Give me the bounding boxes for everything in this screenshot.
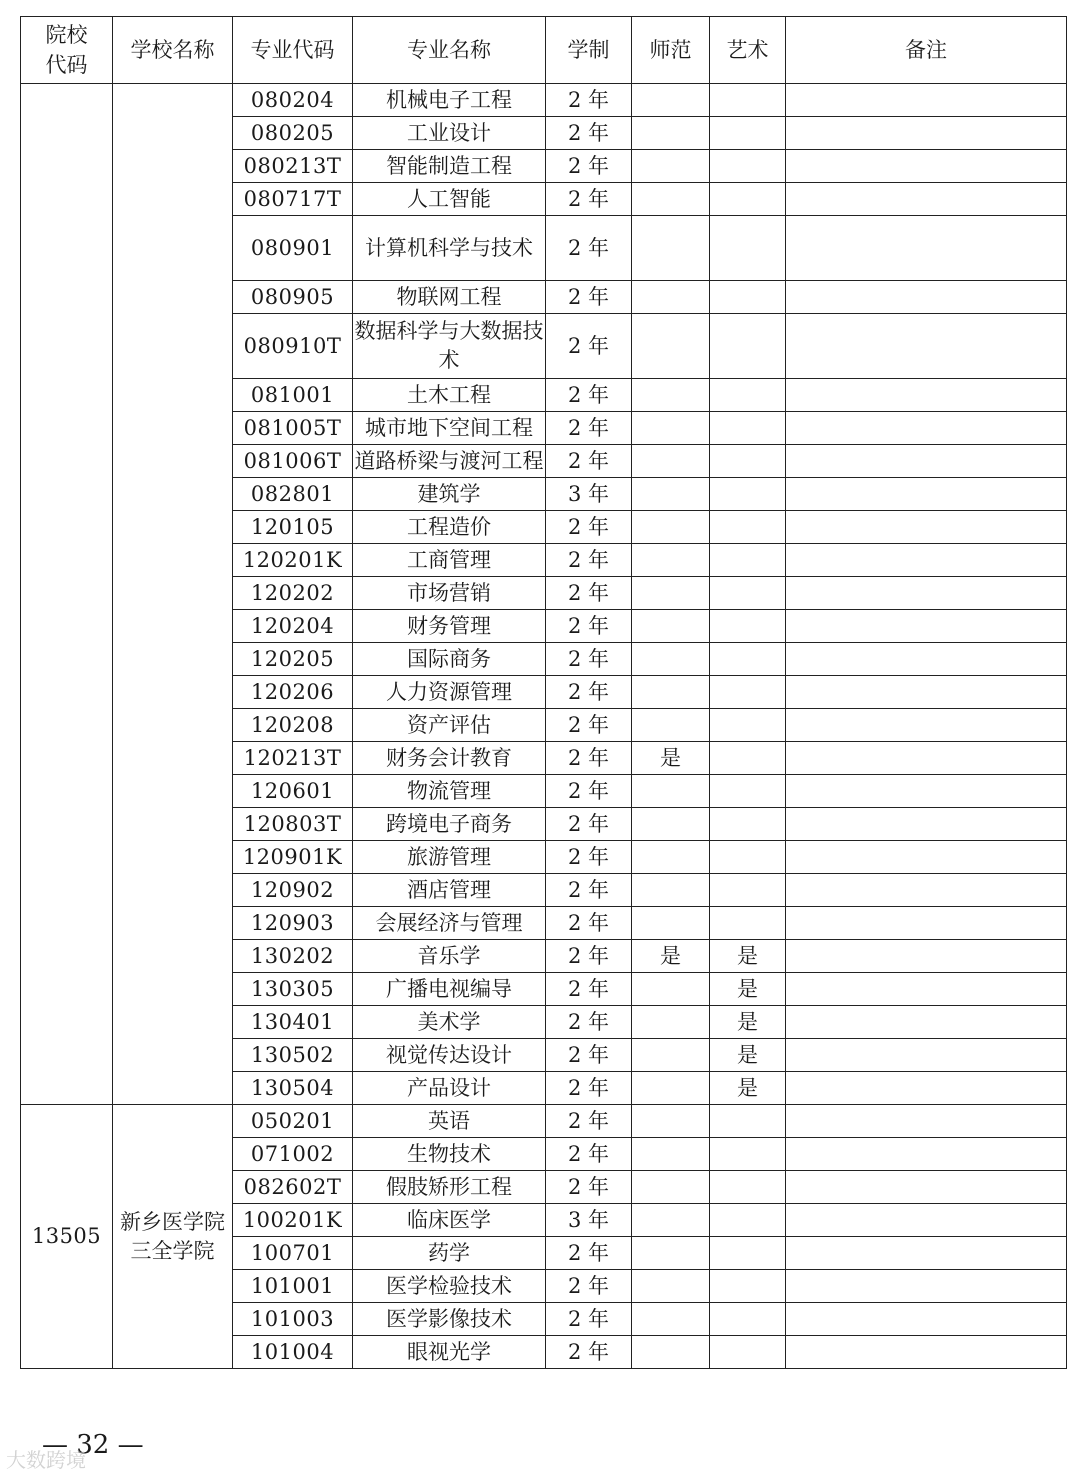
duration-cell: 2 年 — [546, 183, 632, 216]
duration-cell: 2 年 — [546, 940, 632, 973]
major-code-cell: 120202 — [233, 577, 353, 610]
remarks-cell — [786, 1171, 1067, 1204]
art-flag-cell — [710, 775, 786, 808]
major-code-cell: 080910T — [233, 314, 353, 379]
duration-cell: 2 年 — [546, 577, 632, 610]
normal-flag-cell — [632, 281, 710, 314]
normal-flag-cell — [632, 1138, 710, 1171]
major-name-cell: 市场营销 — [353, 577, 546, 610]
major-code-cell: 120601 — [233, 775, 353, 808]
art-flag-cell — [710, 643, 786, 676]
duration-cell: 3 年 — [546, 1204, 632, 1237]
duration-cell: 2 年 — [546, 379, 632, 412]
remarks-cell — [786, 1237, 1067, 1270]
duration-cell: 2 年 — [546, 511, 632, 544]
normal-flag-cell — [632, 643, 710, 676]
remarks-cell — [786, 117, 1067, 150]
major-code-cell: 120205 — [233, 643, 353, 676]
major-code-cell: 130401 — [233, 1006, 353, 1039]
duration-cell: 2 年 — [546, 676, 632, 709]
major-code-cell: 120901K — [233, 841, 353, 874]
major-code-cell: 080205 — [233, 117, 353, 150]
duration-cell: 2 年 — [546, 841, 632, 874]
header-art: 艺术 — [710, 17, 786, 84]
duration-cell: 2 年 — [546, 1171, 632, 1204]
duration-cell: 2 年 — [546, 314, 632, 379]
school-code-cell: 13505 — [21, 1105, 113, 1369]
remarks-cell — [786, 643, 1067, 676]
normal-flag-cell — [632, 1006, 710, 1039]
school-name-cell — [113, 84, 233, 1105]
normal-flag-cell — [632, 610, 710, 643]
duration-cell: 2 年 — [546, 150, 632, 183]
major-name-cell: 工商管理 — [353, 544, 546, 577]
art-flag-cell — [710, 1171, 786, 1204]
normal-flag-cell — [632, 1303, 710, 1336]
major-code-cell: 120201K — [233, 544, 353, 577]
normal-flag-cell: 是 — [632, 742, 710, 775]
normal-flag-cell — [632, 907, 710, 940]
art-flag-cell — [710, 1138, 786, 1171]
duration-cell: 2 年 — [546, 973, 632, 1006]
normal-flag-cell — [632, 775, 710, 808]
art-flag-cell — [710, 577, 786, 610]
duration-cell: 2 年 — [546, 1303, 632, 1336]
remarks-cell — [786, 841, 1067, 874]
major-name-cell: 人工智能 — [353, 183, 546, 216]
duration-cell: 2 年 — [546, 907, 632, 940]
major-code-cell: 130502 — [233, 1039, 353, 1072]
art-flag-cell — [710, 150, 786, 183]
major-name-cell: 会展经济与管理 — [353, 907, 546, 940]
art-flag-cell — [710, 1270, 786, 1303]
art-flag-cell: 是 — [710, 1006, 786, 1039]
normal-flag-cell — [632, 808, 710, 841]
art-flag-cell — [710, 1237, 786, 1270]
normal-flag-cell — [632, 874, 710, 907]
remarks-cell — [786, 1336, 1067, 1369]
major-name-cell: 建筑学 — [353, 478, 546, 511]
remarks-cell — [786, 1204, 1067, 1237]
major-code-cell: 120105 — [233, 511, 353, 544]
remarks-cell — [786, 775, 1067, 808]
normal-flag-cell — [632, 1072, 710, 1105]
duration-cell: 2 年 — [546, 544, 632, 577]
major-code-cell: 120208 — [233, 709, 353, 742]
remarks-cell — [786, 1039, 1067, 1072]
major-code-cell: 100201K — [233, 1204, 353, 1237]
art-flag-cell — [710, 412, 786, 445]
duration-cell: 2 年 — [546, 775, 632, 808]
major-code-cell: 130305 — [233, 973, 353, 1006]
major-code-cell: 081001 — [233, 379, 353, 412]
remarks-cell — [786, 183, 1067, 216]
major-name-cell: 数据科学与大数据技术 — [353, 314, 546, 379]
major-name-cell: 医学检验技术 — [353, 1270, 546, 1303]
normal-flag-cell — [632, 841, 710, 874]
major-name-cell: 生物技术 — [353, 1138, 546, 1171]
remarks-cell — [786, 709, 1067, 742]
art-flag-cell — [710, 808, 786, 841]
art-flag-cell: 是 — [710, 940, 786, 973]
remarks-cell — [786, 412, 1067, 445]
normal-flag-cell: 是 — [632, 940, 710, 973]
art-flag-cell — [710, 117, 786, 150]
remarks-cell — [786, 1138, 1067, 1171]
remarks-cell — [786, 84, 1067, 117]
duration-cell: 2 年 — [546, 709, 632, 742]
header-normal: 师范 — [632, 17, 710, 84]
major-code-cell: 120803T — [233, 808, 353, 841]
art-flag-cell: 是 — [710, 1072, 786, 1105]
major-name-cell: 假肢矫形工程 — [353, 1171, 546, 1204]
art-flag-cell — [710, 841, 786, 874]
header-school-name: 学校名称 — [113, 17, 233, 84]
school-name-cell: 新乡医学院三全学院 — [113, 1105, 233, 1369]
normal-flag-cell — [632, 1105, 710, 1138]
art-flag-cell — [710, 281, 786, 314]
major-name-cell: 计算机科学与技术 — [353, 216, 546, 281]
major-code-cell: 101003 — [233, 1303, 353, 1336]
duration-cell: 2 年 — [546, 216, 632, 281]
duration-cell: 2 年 — [546, 1006, 632, 1039]
normal-flag-cell — [632, 1039, 710, 1072]
duration-cell: 2 年 — [546, 742, 632, 775]
normal-flag-cell — [632, 183, 710, 216]
normal-flag-cell — [632, 314, 710, 379]
major-name-cell: 产品设计 — [353, 1072, 546, 1105]
major-code-cell: 082801 — [233, 478, 353, 511]
major-code-cell: 120903 — [233, 907, 353, 940]
normal-flag-cell — [632, 412, 710, 445]
major-name-cell: 旅游管理 — [353, 841, 546, 874]
remarks-cell — [786, 610, 1067, 643]
major-name-cell: 城市地下空间工程 — [353, 412, 546, 445]
normal-flag-cell — [632, 117, 710, 150]
normal-flag-cell — [632, 84, 710, 117]
major-name-cell: 临床医学 — [353, 1204, 546, 1237]
remarks-cell — [786, 511, 1067, 544]
remarks-cell — [786, 281, 1067, 314]
remarks-cell — [786, 874, 1067, 907]
duration-cell: 2 年 — [546, 1336, 632, 1369]
major-code-cell: 080901 — [233, 216, 353, 281]
major-code-cell: 050201 — [233, 1105, 353, 1138]
major-name-cell: 土木工程 — [353, 379, 546, 412]
normal-flag-cell — [632, 1270, 710, 1303]
normal-flag-cell — [632, 511, 710, 544]
header-major-name: 专业名称 — [353, 17, 546, 84]
school-code-cell — [21, 84, 113, 1105]
remarks-cell — [786, 742, 1067, 775]
normal-flag-cell — [632, 544, 710, 577]
major-name-cell: 财务会计教育 — [353, 742, 546, 775]
major-code-cell: 130202 — [233, 940, 353, 973]
art-flag-cell — [710, 742, 786, 775]
duration-cell: 2 年 — [546, 84, 632, 117]
art-flag-cell — [710, 445, 786, 478]
duration-cell: 2 年 — [546, 412, 632, 445]
major-name-cell: 广播电视编导 — [353, 973, 546, 1006]
remarks-cell — [786, 216, 1067, 281]
remarks-cell — [786, 1006, 1067, 1039]
table-row — [21, 1105, 1067, 1138]
art-flag-cell — [710, 874, 786, 907]
art-flag-cell — [710, 1303, 786, 1336]
remarks-cell — [786, 1270, 1067, 1303]
normal-flag-cell — [632, 709, 710, 742]
watermark: 大数跨境 — [6, 1448, 86, 1472]
major-code-cell: 080204 — [233, 84, 353, 117]
major-name-cell: 工业设计 — [353, 117, 546, 150]
major-code-cell: 120213T — [233, 742, 353, 775]
normal-flag-cell — [632, 216, 710, 281]
major-name-cell: 道路桥梁与渡河工程 — [353, 445, 546, 478]
major-name-cell: 资产评估 — [353, 709, 546, 742]
duration-cell: 2 年 — [546, 445, 632, 478]
art-flag-cell: 是 — [710, 1039, 786, 1072]
major-code-cell: 071002 — [233, 1138, 353, 1171]
major-code-cell: 120206 — [233, 676, 353, 709]
major-code-cell: 101001 — [233, 1270, 353, 1303]
duration-cell: 2 年 — [546, 1039, 632, 1072]
major-name-cell: 机械电子工程 — [353, 84, 546, 117]
art-flag-cell — [710, 1204, 786, 1237]
art-flag-cell — [710, 709, 786, 742]
major-name-cell: 眼视光学 — [353, 1336, 546, 1369]
art-flag-cell — [710, 676, 786, 709]
major-code-cell: 080717T — [233, 183, 353, 216]
art-flag-cell — [710, 511, 786, 544]
art-flag-cell — [710, 1336, 786, 1369]
major-name-cell: 财务管理 — [353, 610, 546, 643]
major-code-cell: 120204 — [233, 610, 353, 643]
duration-cell: 2 年 — [546, 281, 632, 314]
duration-cell: 2 年 — [546, 1138, 632, 1171]
remarks-cell — [786, 577, 1067, 610]
normal-flag-cell — [632, 676, 710, 709]
major-name-cell: 国际商务 — [353, 643, 546, 676]
major-code-cell: 080905 — [233, 281, 353, 314]
remarks-cell — [786, 1303, 1067, 1336]
duration-cell: 2 年 — [546, 1237, 632, 1270]
remarks-cell — [786, 973, 1067, 1006]
normal-flag-cell — [632, 1336, 710, 1369]
header-duration: 学制 — [546, 17, 632, 84]
major-name-cell: 医学影像技术 — [353, 1303, 546, 1336]
art-flag-cell — [710, 84, 786, 117]
majors-table — [20, 16, 1067, 1369]
major-name-cell: 视觉传达设计 — [353, 1039, 546, 1072]
art-flag-cell — [710, 314, 786, 379]
header-remarks: 备注 — [786, 17, 1067, 84]
remarks-cell — [786, 808, 1067, 841]
normal-flag-cell — [632, 973, 710, 1006]
normal-flag-cell — [632, 1171, 710, 1204]
duration-cell: 2 年 — [546, 117, 632, 150]
remarks-cell — [786, 150, 1067, 183]
remarks-cell — [786, 544, 1067, 577]
major-code-cell: 101004 — [233, 1336, 353, 1369]
major-name-cell: 药学 — [353, 1237, 546, 1270]
duration-cell: 2 年 — [546, 610, 632, 643]
art-flag-cell — [710, 907, 786, 940]
duration-cell: 2 年 — [546, 1072, 632, 1105]
normal-flag-cell — [632, 379, 710, 412]
art-flag-cell — [710, 478, 786, 511]
remarks-cell — [786, 1105, 1067, 1138]
duration-cell: 2 年 — [546, 874, 632, 907]
major-name-cell: 人力资源管理 — [353, 676, 546, 709]
major-code-cell: 081005T — [233, 412, 353, 445]
table-body — [21, 84, 1067, 1369]
remarks-cell — [786, 1072, 1067, 1105]
major-name-cell: 工程造价 — [353, 511, 546, 544]
normal-flag-cell — [632, 1237, 710, 1270]
normal-flag-cell — [632, 1204, 710, 1237]
normal-flag-cell — [632, 478, 710, 511]
major-name-cell: 跨境电子商务 — [353, 808, 546, 841]
remarks-cell — [786, 478, 1067, 511]
art-flag-cell — [710, 216, 786, 281]
major-name-cell: 音乐学 — [353, 940, 546, 973]
remarks-cell — [786, 907, 1067, 940]
major-code-cell: 082602T — [233, 1171, 353, 1204]
table-header — [21, 17, 1067, 84]
major-name-cell: 酒店管理 — [353, 874, 546, 907]
major-code-cell: 130504 — [233, 1072, 353, 1105]
art-flag-cell — [710, 610, 786, 643]
header-major-code: 专业代码 — [233, 17, 353, 84]
major-code-cell: 100701 — [233, 1237, 353, 1270]
duration-cell: 2 年 — [546, 1270, 632, 1303]
normal-flag-cell — [632, 445, 710, 478]
major-name-cell: 物流管理 — [353, 775, 546, 808]
remarks-cell — [786, 445, 1067, 478]
header-school-code: 院校代码 — [21, 17, 113, 84]
duration-cell: 2 年 — [546, 1105, 632, 1138]
major-name-cell: 智能制造工程 — [353, 150, 546, 183]
duration-cell: 3 年 — [546, 478, 632, 511]
major-name-cell: 美术学 — [353, 1006, 546, 1039]
major-code-cell: 120902 — [233, 874, 353, 907]
duration-cell: 2 年 — [546, 643, 632, 676]
remarks-cell — [786, 379, 1067, 412]
art-flag-cell: 是 — [710, 973, 786, 1006]
major-code-cell: 080213T — [233, 150, 353, 183]
art-flag-cell — [710, 183, 786, 216]
duration-cell: 2 年 — [546, 808, 632, 841]
normal-flag-cell — [632, 577, 710, 610]
major-name-cell: 英语 — [353, 1105, 546, 1138]
remarks-cell — [786, 314, 1067, 379]
major-code-cell: 081006T — [233, 445, 353, 478]
normal-flag-cell — [632, 150, 710, 183]
remarks-cell — [786, 676, 1067, 709]
table-row — [21, 84, 1067, 117]
art-flag-cell — [710, 379, 786, 412]
remarks-cell — [786, 940, 1067, 973]
art-flag-cell — [710, 1105, 786, 1138]
art-flag-cell — [710, 544, 786, 577]
page-number: — 32 — — [42, 1430, 144, 1460]
major-name-cell: 物联网工程 — [353, 281, 546, 314]
